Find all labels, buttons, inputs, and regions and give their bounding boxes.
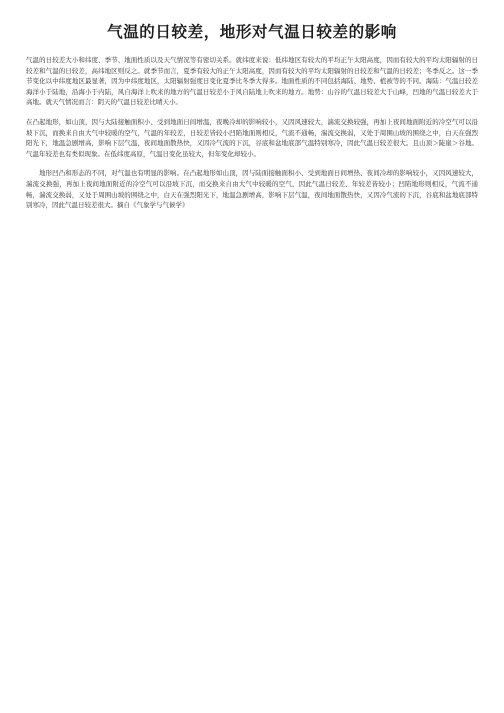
paragraph-convex-terrain: 在凸起地形，如山顶，因与大陆接触面积小、受到地面日间增温，夜晚冷却的影响较小，又因风速较大，湍流交换较强，再加上夜间地面附近的冷空气可以沿坡下沉，而换来自由大气中较暖的空气，气温的年较差，日较差皆较小凹陷地面则相反，气流不通畅，湍流交换弱，又处于周围山坡的围绕之中，白天在强烈阳光下，地温急剧增高，影响下层气温，夜间地面散热快，又因冷气流的下沉，谷底和盆地底部气温特别寒冷，因此气温日较差很大。且山顶＞陡崖＞谷地。气温年较差也有类似现象。在低纬度高原，气温日变化虽较大，但年变化却较小。 [26, 117, 478, 158]
paragraph-terrain-shape: 地形凹凸和形态的不同，对气温也有明显的影响。在凸起地形如山顶，因与陆面接触面积小、受到地面日间增热、夜间冷却的影响较小，又因风速较大，湍流交换强，再加上夜间地面附近的冷空气可以沿坡下沉，而交换来自由大气中较暖的空气，因此气温日较差、年较差皆较小；凹陷地形则相反，气流不通畅，湍流交换弱，又处于周围山坡的围绕之中，白天在强烈阳光下，地温急剧增高，影响下层气温，夜间地面散热快，又因冷气流的下沉，谷底和盆地底部特别寒冷，因此气温日较差很大。摘自《气象学与气候学》 [26, 169, 478, 210]
paragraph-factors: 气温的日较差大小和纬度、季节、地面性质以及天气情况等有密切关系。就纬度来说：低纬地区有较大的平均正午太阳高度，因而有较大的平均太阳辐射的日较差和气温的日较差，高纬地区则反之。就季节而言，夏季有较大的正午太阳高度，因而有较大的平均太阳辐射的日较差和气温的日较差；冬季反之。这一季节变化以中纬度地区最显著，因为中纬度地区，太阳辐射强度日变化夏季比冬季大得多。地面性质的不同包括海陆、地势、植被等的不同。海陆：气温日较差海洋小于陆地，沿海小于内陆，风自海洋上吹来的地方的气温日较差小于风自陆地上吹来的地方。地势：山谷的气温日较差大于山峰，凹地的气温日较差大于高地。就天气情况而言：阴天的气温日较差比晴天小。 [26, 56, 478, 107]
document-title: 气温的日较差，地形对气温日较差的影响 [107, 23, 397, 41]
